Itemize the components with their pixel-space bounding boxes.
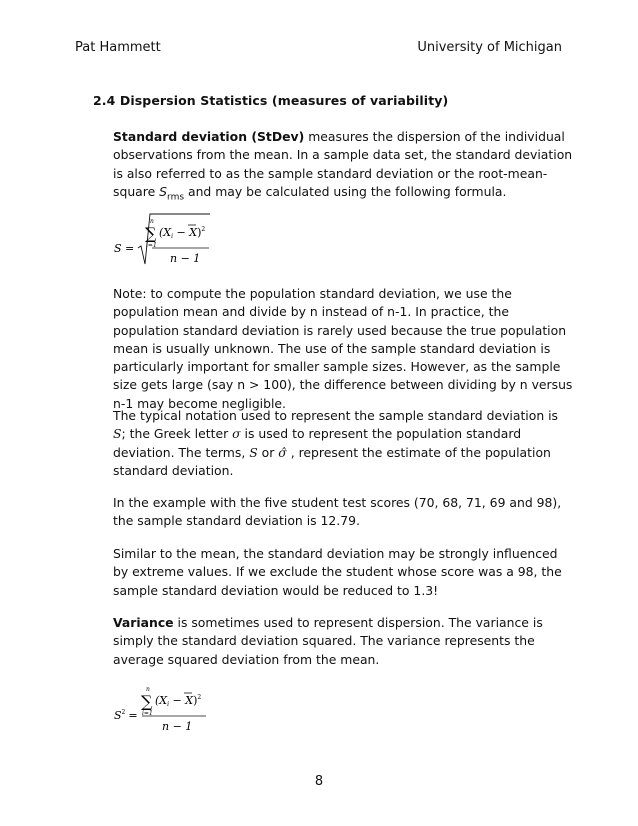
paragraph-population-note: Note: to compute the population standard deviation, we use the population mean and divide by n instead of n-1. In practice, the population standard deviation is rarely used because the true population mean is usually unknown. The use of the sample standard deviation is particularly important for smaller sample sizes. However, as the sample size gets large (say n > 100), the difference between dividing by n versus n-1 may become negligible.: [113, 286, 573, 411]
sigma-hat-symbol: σ̂: [278, 444, 287, 460]
header-institution: University of Michigan: [417, 40, 562, 55]
sigma-symbol: σ: [232, 426, 241, 442]
stdev-text-a: measures the dispersion of the individual observations from the mean. In a sample data set, the standard deviation is also referred to as the sample standard deviation or the root-mean-square: [113, 129, 573, 199]
term-standard-deviation: Standard deviation (StDev): [113, 129, 305, 144]
formula-variance: [112, 684, 222, 740]
formula1-lhs: S =: [114, 242, 135, 255]
notation-s-2: S: [249, 444, 258, 460]
notation-text-b: ; the Greek letter: [121, 426, 233, 442]
paragraph-variance: [113, 614, 573, 669]
header-author: Pat Hammett: [75, 40, 161, 55]
page-number: 8: [314, 774, 324, 789]
paragraph-notation: [113, 407, 573, 480]
formula-standard-deviation: [112, 212, 222, 274]
formula1-sum-bottom: i=1: [146, 242, 157, 249]
formula1-sum-top: n: [150, 218, 154, 225]
paragraph-extreme-values: Similar to the mean, the standard deviation may be strongly influenced by extreme values. If we exclude the student whose score was a 98, the sample standard deviation would be reduced to 1.3!: [113, 546, 562, 598]
formula1-denominator: n − 1: [170, 252, 201, 265]
srms-main: S: [159, 183, 168, 199]
variance-text: is sometimes used to represent dispersion. The variance is simply the standard deviation squared. The variance represents the average squared deviation from the mean.: [113, 615, 543, 667]
notation-text-a: The typical notation used to represent the sample standard deviation is: [113, 408, 559, 423]
formula2-numerator: $(Xi - X)^2$: [155, 694, 202, 708]
notation-text-c: is used to represent the population standard deviation. The terms,: [113, 426, 522, 460]
notation-text-d: or: [257, 444, 279, 460]
formula2-sum-top: n: [146, 686, 150, 693]
srms-sub: rms: [167, 192, 185, 203]
stdev-text-b: and may be calculated using the following formula.: [184, 183, 507, 199]
formula2-denominator: n − 1: [162, 720, 193, 733]
notation-s: S: [113, 426, 122, 442]
formula2-lhs: $S^2$ =: [114, 709, 138, 722]
sum-icon: ∑: [141, 692, 153, 711]
formula2-sum-bottom: i=1: [142, 710, 153, 717]
sum-icon: ∑: [145, 224, 157, 243]
paragraph-example: In the example with the five student test scores (70, 68, 71, 69 and 98), the sample standard deviation is 12.79.: [113, 495, 562, 529]
notation-text-e: , represent the estimate of the population standard deviation.: [113, 444, 551, 478]
section-title: 2.4 Dispersion Statistics (measures of variability): [93, 93, 449, 108]
srms-symbol: [159, 183, 185, 203]
term-variance: Variance: [113, 615, 174, 630]
paragraph-stdev-definition: [113, 128, 573, 207]
formula1-numerator: $(Xi - X)^2$: [159, 226, 206, 240]
